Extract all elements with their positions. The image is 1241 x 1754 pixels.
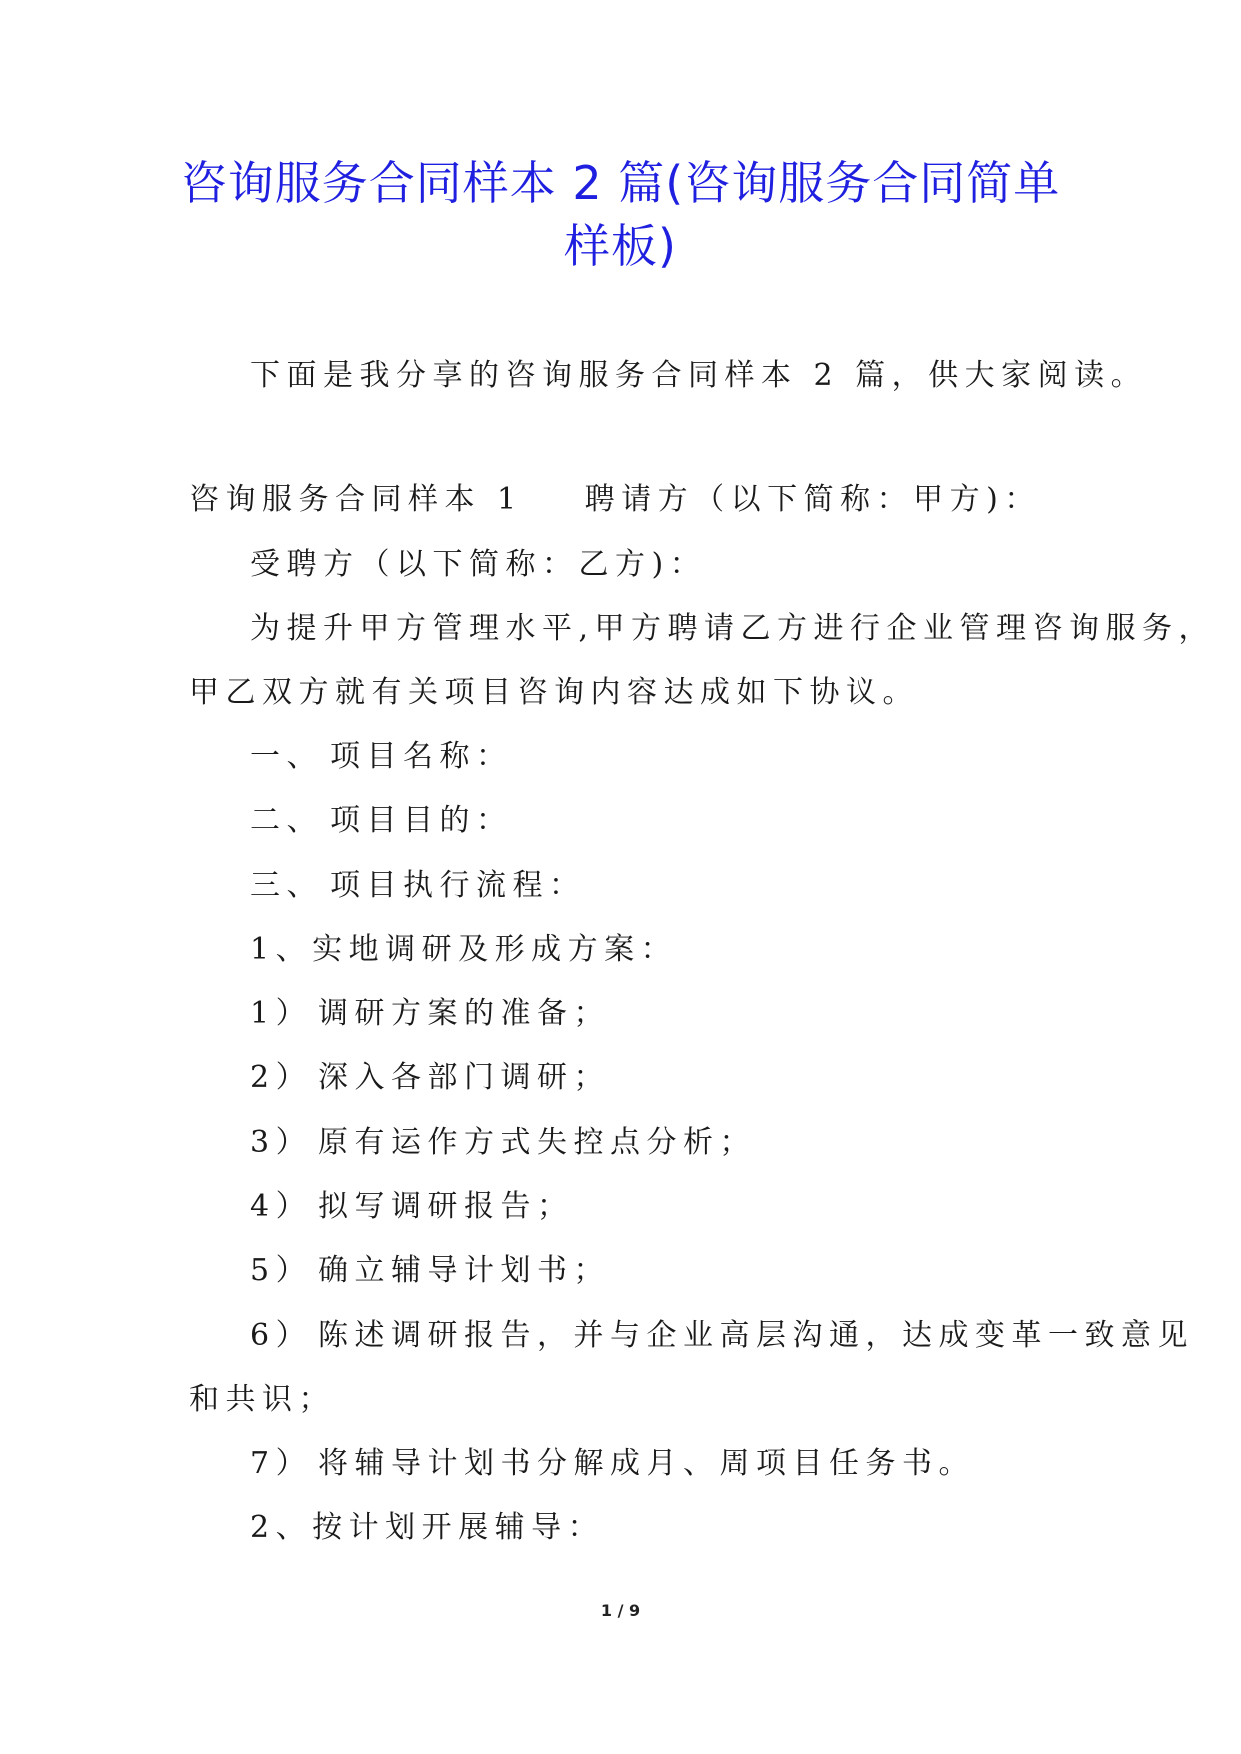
document-title-line-2: 样板) bbox=[564, 219, 677, 273]
page-number: 1 / 9 bbox=[600, 1601, 641, 1620]
list-item bbox=[250, 1187, 574, 1227]
list-item bbox=[250, 1251, 610, 1291]
section-text: 项目执行流程： bbox=[330, 868, 586, 903]
section-text: 项目目的： bbox=[330, 803, 513, 838]
list-marker: 6） bbox=[250, 1318, 313, 1353]
section-item bbox=[250, 866, 586, 906]
contract-heading: 咨询服务合同样本 1 bbox=[189, 482, 523, 517]
purpose-paragraph-line-1: 为提升甲方管理水平,甲方聘请乙方进行企业管理咨询服务， bbox=[250, 611, 1216, 646]
list-marker: 1） bbox=[250, 996, 313, 1031]
list-marker: 4） bbox=[250, 1189, 313, 1224]
list-item bbox=[250, 1444, 975, 1484]
list-item-continuation: 和共识； bbox=[189, 1382, 335, 1417]
intro-paragraph: 下面是我分享的咨询服务合同样本 2 篇，供大家阅读。 bbox=[250, 358, 1148, 393]
list-text: 深入各部门调研； bbox=[318, 1060, 610, 1095]
list-text: 调研方案的准备； bbox=[318, 996, 610, 1031]
list-text: 拟写调研报告； bbox=[318, 1189, 574, 1224]
list-item bbox=[250, 1123, 756, 1163]
list-text: 将辅导计划书分解成月、周项目任务书。 bbox=[318, 1446, 975, 1481]
step-heading: 2、按计划开展辅导： bbox=[250, 1510, 605, 1545]
section-marker: 二、 bbox=[250, 803, 323, 838]
section-text: 项目名称： bbox=[330, 739, 513, 774]
section-item bbox=[250, 737, 513, 777]
document-title-line-1: 咨询服务合同样本 2 篇(咨询服务合同简单 bbox=[180, 156, 1061, 210]
list-marker: 7） bbox=[250, 1446, 313, 1481]
section-marker: 三、 bbox=[250, 868, 323, 903]
list-item bbox=[250, 1058, 610, 1098]
contract-heading-row bbox=[189, 480, 1041, 520]
step-heading: 1、实地调研及形成方案： bbox=[250, 932, 678, 967]
section-marker: 一、 bbox=[250, 739, 323, 774]
list-item bbox=[250, 1316, 1194, 1356]
list-marker: 5） bbox=[250, 1253, 313, 1288]
list-item bbox=[250, 994, 610, 1034]
party-a-label: 聘请方（以下简称：甲方)： bbox=[584, 482, 1041, 517]
list-text: 原有运作方式失控点分析； bbox=[318, 1125, 756, 1160]
list-marker: 3） bbox=[250, 1125, 313, 1160]
list-marker: 2） bbox=[250, 1060, 313, 1095]
list-text: 确立辅导计划书； bbox=[318, 1253, 610, 1288]
list-text: 陈述调研报告，并与企业高层沟通，达成变革一致意见 bbox=[318, 1318, 1194, 1353]
party-b-label: 受聘方（以下简称：乙方)： bbox=[250, 547, 707, 582]
section-item bbox=[250, 801, 513, 841]
purpose-paragraph-line-2: 甲乙双方就有关项目咨询内容达成如下协议。 bbox=[189, 675, 919, 710]
